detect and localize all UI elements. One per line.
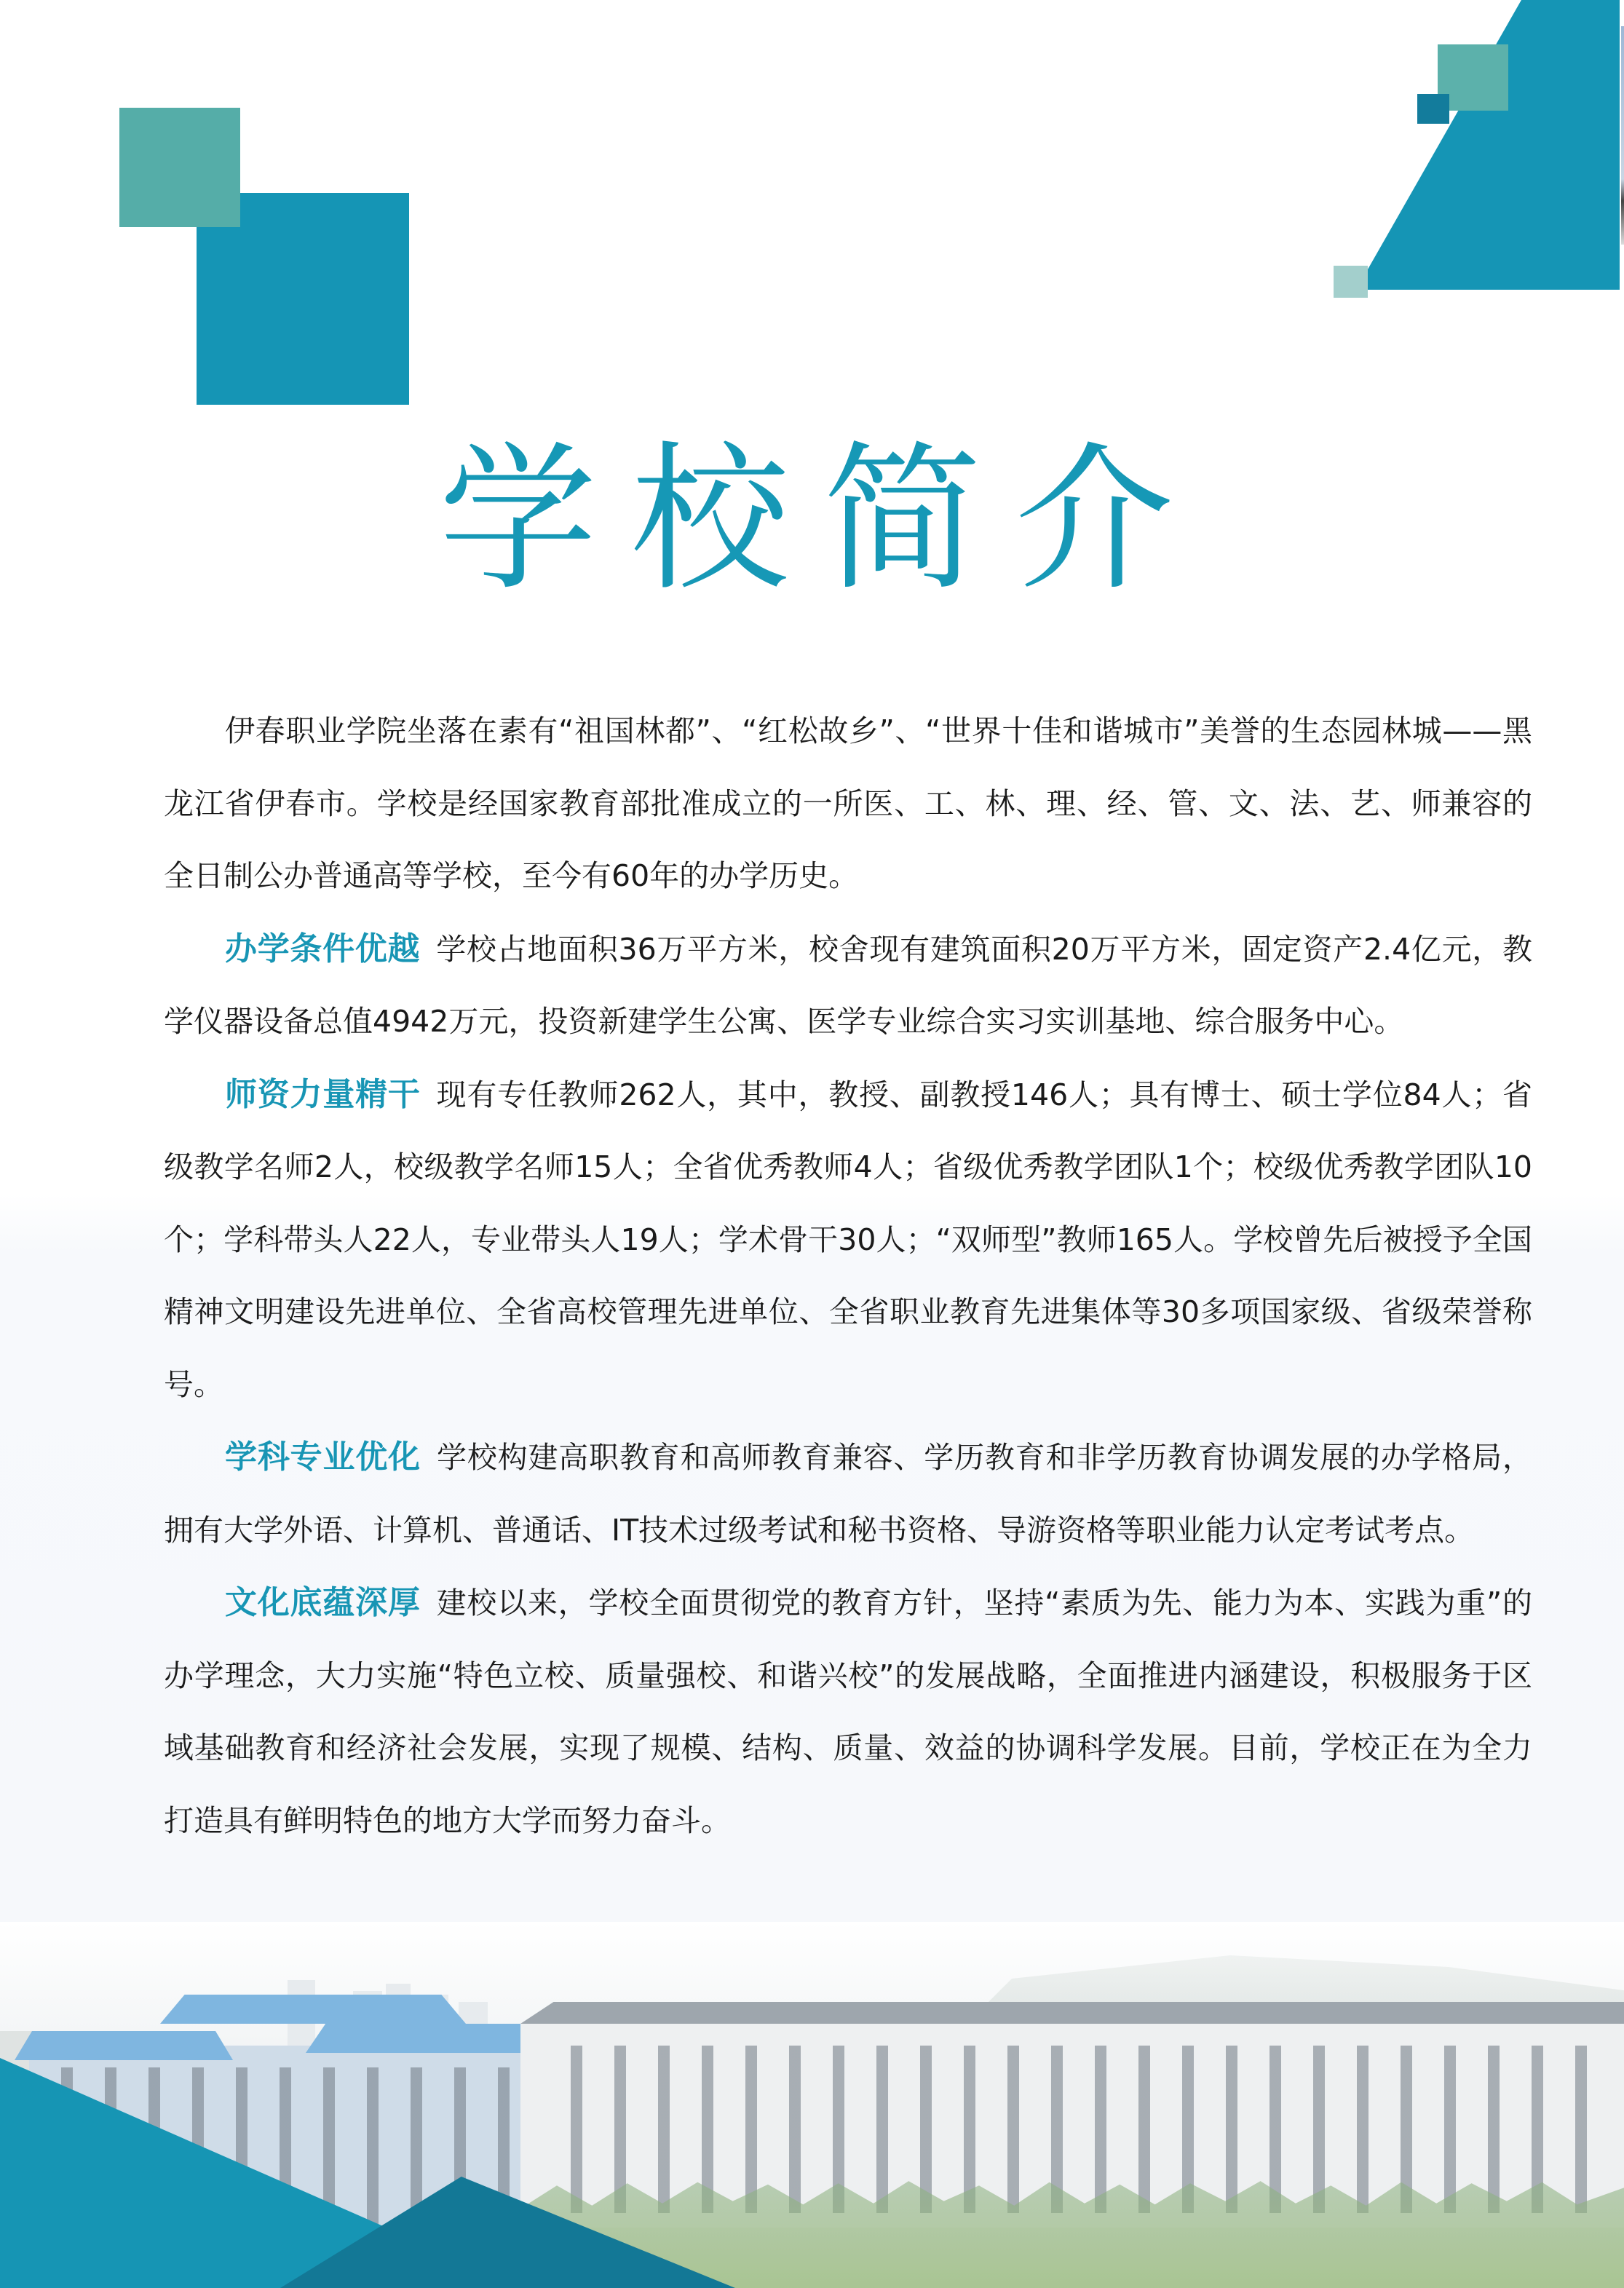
section-paragraph (164, 1567, 1532, 1857)
content-body (164, 695, 1532, 1857)
page-title: 学校简介 (438, 428, 1208, 612)
photo-blue-roof (15, 2031, 233, 2060)
section-heading: 学科专业优化 (225, 1438, 421, 1476)
section-text: 学校构建高职教育和高师教育兼容、学历教育和非学历教育协调发展的办学格局，拥有大学外语、计算机、普通话、IT技术过级考试和秘书资格、导游资格等职业能力认定考试考点。 (164, 1440, 1533, 1548)
section-paragraph (164, 1058, 1532, 1422)
adjacent-page-sliver (1621, 26, 1624, 245)
decor-square-light (1334, 266, 1368, 298)
section-text: 建校以来，学校全面贯彻党的教育方针，坚持“素质为先、能力为本、实践为重”的办学理念，大力实施“特色立校、质量强校、和谐兴校”的发展战略，全面推进内涵建设，积极服务于区域基础教育和经济社会发展，实现了规模、结构、质量、效益的协调科学发展。目前，学校正在为全力打造具有鲜明特色的地方大学而努力奋斗。 (164, 1586, 1533, 1838)
photo-windows (553, 2046, 1601, 2213)
photo-white-roof (520, 2002, 1624, 2024)
photo-blue-roof (160, 1995, 466, 2024)
intro-paragraph (164, 695, 1532, 913)
decor-square-teal (119, 108, 240, 227)
section-text: 现有专任教师262人，其中，教授、副教授146人；具有博士、硕士学位84人；省级教学名师2人，校级教学名师15人；全省优秀教师4人；省级优秀教学团队1个；校级优秀教学团队10个；学科带头人22人，专业带头人19人；学术骨干30人；“双师型”教师165人。学校曾先后被授予全国精神文明建设先进单位、全省高校管理先进单位、全省职业教育先进集体等30多项国家级、省级荣誉称号。 (164, 1077, 1533, 1402)
section-heading: 师资力量精干 (225, 1075, 421, 1113)
intro-text: 伊春职业学院坐落在素有“祖国林都”、“红松故乡”、“世界十佳和谐城市”美誉的生态园林城——黑龙江省伊春市。学校是经国家教育部批准成立的一所医、工、林、理、经、管、文、法、艺、师兼容的全日制公办普通高等学校，至今有60年的办学历史。 (164, 713, 1532, 893)
section-text: 学校占地面积36万平方米，校舍现有建筑面积20万平方米，固定资产2.4亿元，教学仪器设备总值4942万元，投资新建学生公寓、医学专业综合实习实训基地、综合服务中心。 (164, 931, 1533, 1039)
section-paragraph (164, 913, 1532, 1058)
photo-blue-roof (306, 2024, 553, 2053)
decor-square-dark (1417, 94, 1449, 124)
section-heading: 文化底蕴深厚 (225, 1584, 421, 1621)
section-heading: 办学条件优越 (225, 930, 421, 967)
section-paragraph (164, 1421, 1532, 1567)
decor-trapezoid-blue (1356, 0, 1620, 290)
